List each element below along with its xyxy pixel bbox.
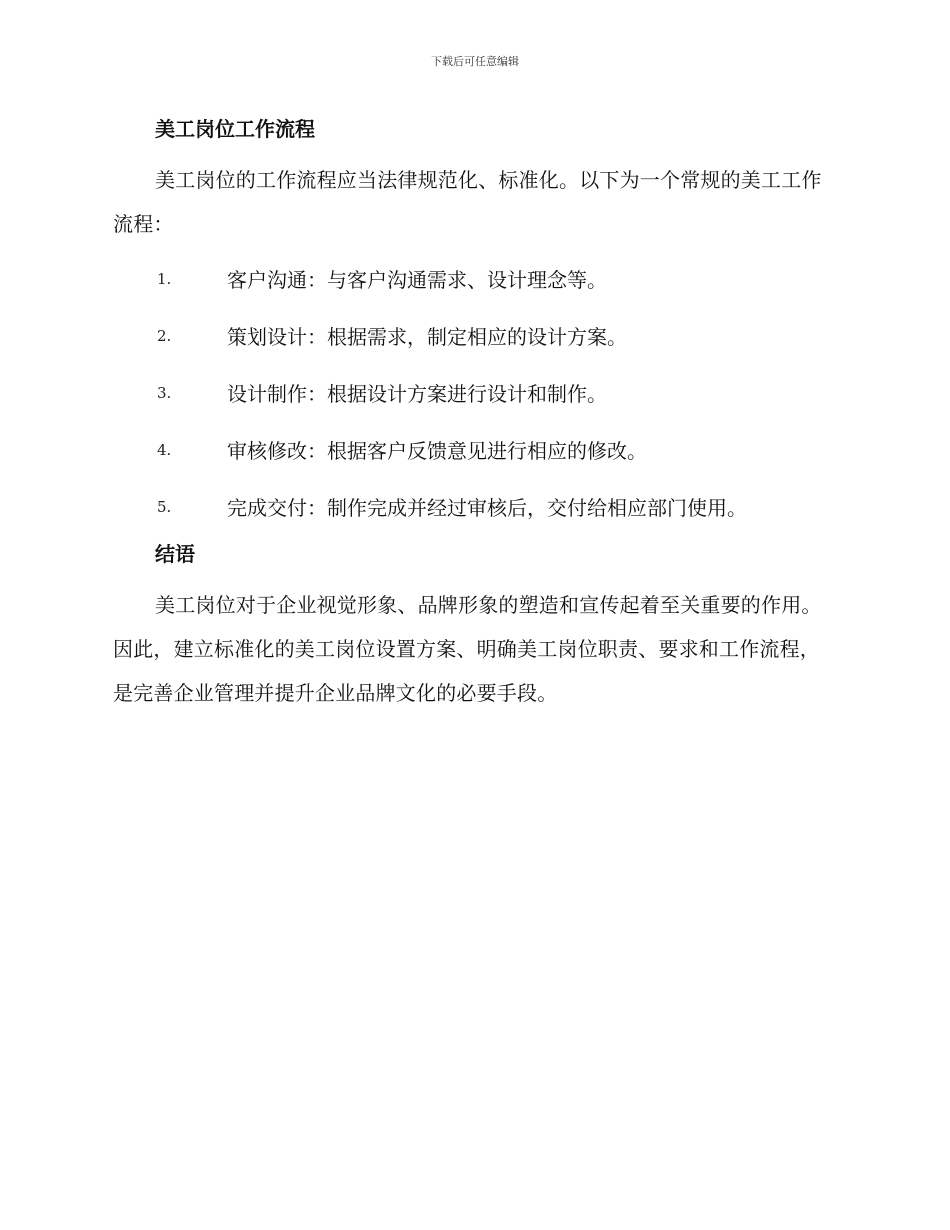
section-title-conclusion: 结语 <box>155 542 195 566</box>
list-item-number: 3. <box>157 383 172 402</box>
list-item-number: 2. <box>157 326 172 345</box>
list-item <box>113 478 833 535</box>
list-item-text: 设计制作：根据设计方案进行设计和制作。 <box>227 382 607 406</box>
conclusion-paragraph: 美工岗位对于企业视觉形象、品牌形象的塑造和宣传起着至关重要的作用。因此，建立标准化的美工岗位设置方案、明确美工岗位职责、要求和工作流程，是完善企业管理并提升企业品牌文化的必要手段。 <box>113 593 822 705</box>
list-item <box>113 307 833 364</box>
list-item-text: 策划设计：根据需求，制定相应的设计方案。 <box>227 325 627 349</box>
list-item-number: 1. <box>157 269 172 288</box>
list-item-number: 4. <box>157 440 172 459</box>
list-item-text: 完成交付：制作完成并经过审核后，交付给相应部门使用。 <box>227 496 747 520</box>
list-item-text: 客户沟通：与客户沟通需求、设计理念等。 <box>227 268 607 292</box>
workflow-intro-paragraph: 美工岗位的工作流程应当法律规范化、标准化。以下为一个常规的美工工作流程： <box>113 168 822 236</box>
workflow-steps-list <box>113 250 833 535</box>
document-body <box>113 112 833 715</box>
list-item-number: 5. <box>157 497 172 516</box>
list-item <box>113 364 833 421</box>
list-item-text: 审核修改：根据客户反馈意见进行相应的修改。 <box>227 439 647 463</box>
list-item <box>113 421 833 478</box>
page-header: 下载后可任意编辑 <box>431 55 519 68</box>
list-item <box>113 250 833 307</box>
section-title-workflow: 美工岗位工作流程 <box>155 117 315 141</box>
